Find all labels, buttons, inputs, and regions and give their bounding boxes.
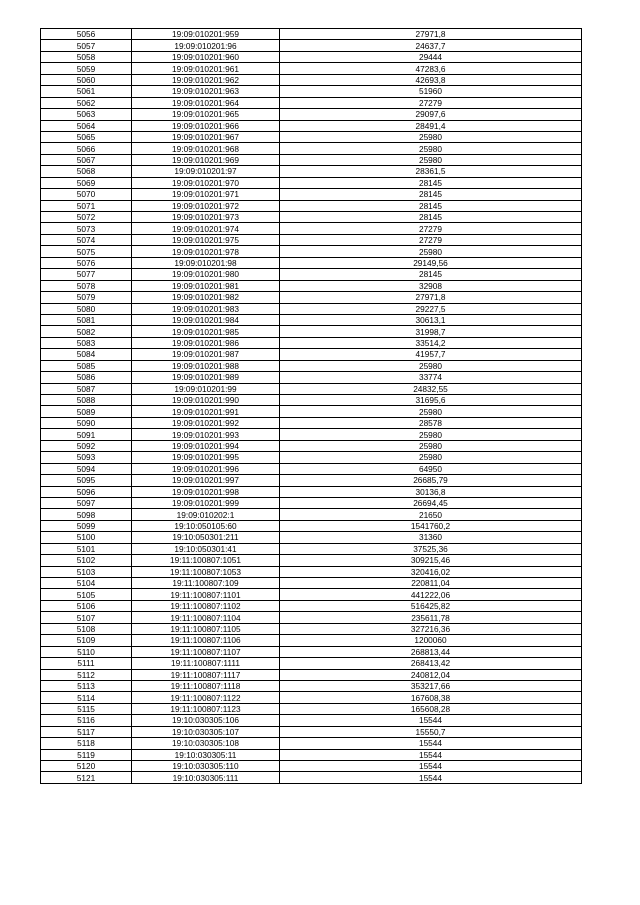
row-number-cell: 5082	[41, 326, 132, 337]
row-number-cell: 5061	[41, 86, 132, 97]
table-row	[41, 51, 582, 62]
row-number-cell: 5105	[41, 589, 132, 600]
table-row	[41, 761, 582, 772]
table-row	[41, 131, 582, 142]
table-row	[41, 600, 582, 611]
row-number-cell: 5100	[41, 532, 132, 543]
value-cell: 15544	[280, 715, 582, 726]
value-cell: 220811,04	[280, 578, 582, 589]
cadastral-number-cell: 19:09:010201:989	[132, 372, 280, 383]
cadastral-number-cell: 19:11:100807:1102	[132, 600, 280, 611]
cadastral-number-cell: 19:11:100807:1051	[132, 555, 280, 566]
value-cell: 441222,06	[280, 589, 582, 600]
cadastral-number-cell: 19:09:010201:964	[132, 97, 280, 108]
row-number-cell: 5103	[41, 566, 132, 577]
row-number-cell: 5079	[41, 292, 132, 303]
row-number-cell: 5098	[41, 509, 132, 520]
row-number-cell: 5086	[41, 372, 132, 383]
value-cell: 29097,6	[280, 109, 582, 120]
row-number-cell: 5102	[41, 555, 132, 566]
table-row	[41, 326, 582, 337]
row-number-cell: 5085	[41, 360, 132, 371]
value-cell: 41957,7	[280, 349, 582, 360]
cadastral-number-cell: 19:09:010201:98	[132, 257, 280, 268]
cadastral-number-cell: 19:09:010201:970	[132, 177, 280, 188]
row-number-cell: 5094	[41, 463, 132, 474]
cadastral-number-cell: 19:10:030305:108	[132, 738, 280, 749]
row-number-cell: 5066	[41, 143, 132, 154]
cadastral-number-cell: 19:09:010201:988	[132, 360, 280, 371]
table-row	[41, 578, 582, 589]
cadastral-number-cell: 19:09:010201:978	[132, 246, 280, 257]
cadastral-number-cell: 19:09:010201:981	[132, 280, 280, 291]
value-cell: 29227,5	[280, 303, 582, 314]
value-cell: 28145	[280, 212, 582, 223]
row-number-cell: 5117	[41, 726, 132, 737]
row-number-cell: 5120	[41, 761, 132, 772]
value-cell: 240812,04	[280, 669, 582, 680]
value-cell: 15544	[280, 772, 582, 783]
value-cell: 27971,8	[280, 292, 582, 303]
table-row	[41, 314, 582, 325]
value-cell: 1541760,2	[280, 520, 582, 531]
value-cell: 29149,56	[280, 257, 582, 268]
cadastral-number-cell: 19:09:010201:982	[132, 292, 280, 303]
value-cell: 28361,5	[280, 166, 582, 177]
value-cell: 15544	[280, 738, 582, 749]
cadastral-number-cell: 19:11:100807:1101	[132, 589, 280, 600]
table-row	[41, 566, 582, 577]
value-cell: 42693,8	[280, 74, 582, 85]
table-row	[41, 303, 582, 314]
value-cell: 28145	[280, 189, 582, 200]
table-row	[41, 429, 582, 440]
value-cell: 320416,02	[280, 566, 582, 577]
value-cell: 25980	[280, 360, 582, 371]
cadastral-number-cell: 19:11:100807:1104	[132, 612, 280, 623]
table-row	[41, 246, 582, 257]
cadastral-number-cell: 19:09:010201:969	[132, 154, 280, 165]
cadastral-number-cell: 19:11:100807:1117	[132, 669, 280, 680]
cadastral-number-cell: 19:09:010201:97	[132, 166, 280, 177]
cadastral-number-cell: 19:09:010201:984	[132, 314, 280, 325]
cadastral-number-cell: 19:09:010201:992	[132, 417, 280, 428]
table-row	[41, 292, 582, 303]
table-row	[41, 463, 582, 474]
row-number-cell: 5071	[41, 200, 132, 211]
table-row	[41, 520, 582, 531]
table-row	[41, 589, 582, 600]
cadastral-number-cell: 19:09:010201:999	[132, 497, 280, 508]
cadastral-number-cell: 19:09:010201:974	[132, 223, 280, 234]
table-row	[41, 703, 582, 714]
row-number-cell: 5064	[41, 120, 132, 131]
row-number-cell: 5101	[41, 543, 132, 554]
value-cell: 25980	[280, 452, 582, 463]
cadastral-number-cell: 19:09:010201:975	[132, 234, 280, 245]
value-cell: 64950	[280, 463, 582, 474]
table-row	[41, 372, 582, 383]
table-row	[41, 772, 582, 783]
value-cell: 27279	[280, 234, 582, 245]
table-row	[41, 109, 582, 120]
value-cell: 516425,82	[280, 600, 582, 611]
cadastral-number-cell: 19:09:010201:983	[132, 303, 280, 314]
value-cell: 25980	[280, 429, 582, 440]
table-row	[41, 543, 582, 554]
value-cell: 26685,79	[280, 475, 582, 486]
cadastral-number-cell: 19:11:100807:1122	[132, 692, 280, 703]
row-number-cell: 5099	[41, 520, 132, 531]
row-number-cell: 5111	[41, 658, 132, 669]
cadastral-number-cell: 19:09:010201:986	[132, 337, 280, 348]
row-number-cell: 5081	[41, 314, 132, 325]
table-row	[41, 63, 582, 74]
row-number-cell: 5067	[41, 154, 132, 165]
value-cell: 33514,2	[280, 337, 582, 348]
table-row	[41, 680, 582, 691]
table-row	[41, 497, 582, 508]
table-row	[41, 86, 582, 97]
row-number-cell: 5096	[41, 486, 132, 497]
row-number-cell: 5112	[41, 669, 132, 680]
row-number-cell: 5104	[41, 578, 132, 589]
value-cell: 309215,46	[280, 555, 582, 566]
value-cell: 268413,42	[280, 658, 582, 669]
value-cell: 29444	[280, 51, 582, 62]
cadastral-number-cell: 19:09:010201:968	[132, 143, 280, 154]
value-cell: 26694,45	[280, 497, 582, 508]
table-row	[41, 200, 582, 211]
value-cell: 27971,8	[280, 29, 582, 40]
table-row	[41, 440, 582, 451]
value-cell: 33774	[280, 372, 582, 383]
row-number-cell: 5060	[41, 74, 132, 85]
cadastral-number-cell: 19:09:010201:987	[132, 349, 280, 360]
value-cell: 268813,44	[280, 646, 582, 657]
row-number-cell: 5076	[41, 257, 132, 268]
row-number-cell: 5058	[41, 51, 132, 62]
cadastral-number-cell: 19:11:100807:1105	[132, 623, 280, 634]
value-cell: 28145	[280, 200, 582, 211]
cadastral-number-cell: 19:09:010201:966	[132, 120, 280, 131]
value-cell: 27279	[280, 97, 582, 108]
cadastral-number-cell: 19:09:010201:993	[132, 429, 280, 440]
cadastral-number-cell: 19:11:100807:1053	[132, 566, 280, 577]
row-number-cell: 5069	[41, 177, 132, 188]
row-number-cell: 5077	[41, 269, 132, 280]
value-cell: 24832,55	[280, 383, 582, 394]
row-number-cell: 5062	[41, 97, 132, 108]
table-row	[41, 612, 582, 623]
table-row	[41, 97, 582, 108]
row-number-cell: 5059	[41, 63, 132, 74]
value-cell: 25980	[280, 246, 582, 257]
table-row	[41, 74, 582, 85]
cadastral-number-cell: 19:09:010202:1	[132, 509, 280, 520]
row-number-cell: 5106	[41, 600, 132, 611]
cadastral-number-cell: 19:10:050301:41	[132, 543, 280, 554]
value-cell: 353217,66	[280, 680, 582, 691]
row-number-cell: 5107	[41, 612, 132, 623]
cadastral-number-cell: 19:09:010201:967	[132, 131, 280, 142]
value-cell: 235611,78	[280, 612, 582, 623]
table-row	[41, 692, 582, 703]
row-number-cell: 5057	[41, 40, 132, 51]
row-number-cell: 5084	[41, 349, 132, 360]
value-cell: 30136,8	[280, 486, 582, 497]
cadastral-number-cell: 19:11:100807:109	[132, 578, 280, 589]
row-number-cell: 5078	[41, 280, 132, 291]
cadastral-number-cell: 19:09:010201:99	[132, 383, 280, 394]
cadastral-number-cell: 19:09:010201:990	[132, 395, 280, 406]
table-row	[41, 29, 582, 40]
value-cell: 47283,6	[280, 63, 582, 74]
table-row	[41, 738, 582, 749]
cadastral-number-cell: 19:09:010201:991	[132, 406, 280, 417]
cadastral-number-cell: 19:09:010201:996	[132, 463, 280, 474]
value-cell: 1200060	[280, 635, 582, 646]
cadastral-number-cell: 19:11:100807:1118	[132, 680, 280, 691]
value-cell: 31360	[280, 532, 582, 543]
cadastral-number-cell: 19:09:010201:998	[132, 486, 280, 497]
value-cell: 31695,6	[280, 395, 582, 406]
row-number-cell: 5080	[41, 303, 132, 314]
table-row	[41, 555, 582, 566]
cadastral-number-cell: 19:09:010201:96	[132, 40, 280, 51]
cadastral-number-cell: 19:09:010201:995	[132, 452, 280, 463]
table-row	[41, 635, 582, 646]
row-number-cell: 5110	[41, 646, 132, 657]
cadastral-number-cell: 19:11:100807:1106	[132, 635, 280, 646]
cadastral-number-cell: 19:10:030305:107	[132, 726, 280, 737]
value-cell: 15544	[280, 761, 582, 772]
table-row	[41, 669, 582, 680]
cadastral-number-cell: 19:11:100807:1123	[132, 703, 280, 714]
value-cell: 51960	[280, 86, 582, 97]
table-row	[41, 532, 582, 543]
value-cell: 28145	[280, 177, 582, 188]
cadastral-number-cell: 19:09:010201:973	[132, 212, 280, 223]
table-row	[41, 280, 582, 291]
table-row	[41, 452, 582, 463]
row-number-cell: 5063	[41, 109, 132, 120]
table-row	[41, 154, 582, 165]
cadastral-number-cell: 19:10:050301:211	[132, 532, 280, 543]
cadastral-number-cell: 19:10:050105:60	[132, 520, 280, 531]
table-row	[41, 623, 582, 634]
row-number-cell: 5092	[41, 440, 132, 451]
row-number-cell: 5070	[41, 189, 132, 200]
row-number-cell: 5121	[41, 772, 132, 783]
value-cell: 167608,38	[280, 692, 582, 703]
row-number-cell: 5109	[41, 635, 132, 646]
table-row	[41, 360, 582, 371]
table-row	[41, 337, 582, 348]
row-number-cell: 5088	[41, 395, 132, 406]
row-number-cell: 5091	[41, 429, 132, 440]
row-number-cell: 5065	[41, 131, 132, 142]
value-cell: 37525,36	[280, 543, 582, 554]
table-row	[41, 658, 582, 669]
table-body	[41, 29, 582, 784]
cadastral-number-cell: 19:09:010201:965	[132, 109, 280, 120]
row-number-cell: 5087	[41, 383, 132, 394]
row-number-cell: 5090	[41, 417, 132, 428]
value-cell: 25980	[280, 131, 582, 142]
table-row	[41, 395, 582, 406]
table-row	[41, 212, 582, 223]
table-row	[41, 234, 582, 245]
row-number-cell: 5075	[41, 246, 132, 257]
value-cell: 15550,7	[280, 726, 582, 737]
table-row	[41, 143, 582, 154]
cadastral-number-cell: 19:09:010201:962	[132, 74, 280, 85]
table-row	[41, 177, 582, 188]
row-number-cell: 5119	[41, 749, 132, 760]
cadastral-number-cell: 19:09:010201:959	[132, 29, 280, 40]
cadastral-number-cell: 19:09:010201:997	[132, 475, 280, 486]
table-row	[41, 486, 582, 497]
table-row	[41, 475, 582, 486]
cadastral-number-cell: 19:10:030305:106	[132, 715, 280, 726]
cadastral-number-cell: 19:09:010201:961	[132, 63, 280, 74]
cadastral-number-cell: 19:09:010201:960	[132, 51, 280, 62]
cadastral-number-cell: 19:10:030305:11	[132, 749, 280, 760]
row-number-cell: 5072	[41, 212, 132, 223]
row-number-cell: 5097	[41, 497, 132, 508]
value-cell: 28578	[280, 417, 582, 428]
table-row	[41, 749, 582, 760]
table-row	[41, 646, 582, 657]
cadastral-number-cell: 19:09:010201:994	[132, 440, 280, 451]
row-number-cell: 5068	[41, 166, 132, 177]
table-row	[41, 417, 582, 428]
row-number-cell: 5089	[41, 406, 132, 417]
row-number-cell: 5113	[41, 680, 132, 691]
row-number-cell: 5093	[41, 452, 132, 463]
table-row	[41, 189, 582, 200]
table-row	[41, 120, 582, 131]
cadastral-number-cell: 19:09:010201:972	[132, 200, 280, 211]
cadastral-number-cell: 19:09:010201:963	[132, 86, 280, 97]
cadastral-number-cell: 19:11:100807:1107	[132, 646, 280, 657]
table-row	[41, 726, 582, 737]
value-cell: 31998,7	[280, 326, 582, 337]
value-cell: 24637,7	[280, 40, 582, 51]
table-row	[41, 406, 582, 417]
value-cell: 32908	[280, 280, 582, 291]
table-row	[41, 257, 582, 268]
value-cell: 30613,1	[280, 314, 582, 325]
cadastral-number-cell: 19:09:010201:980	[132, 269, 280, 280]
data-table	[40, 28, 582, 784]
row-number-cell: 5116	[41, 715, 132, 726]
cadastral-number-cell: 19:11:100807:1111	[132, 658, 280, 669]
cadastral-number-cell: 19:09:010201:985	[132, 326, 280, 337]
row-number-cell: 5108	[41, 623, 132, 634]
value-cell: 27279	[280, 223, 582, 234]
value-cell: 28145	[280, 269, 582, 280]
cadastral-number-cell: 19:10:030305:110	[132, 761, 280, 772]
value-cell: 25980	[280, 406, 582, 417]
row-number-cell: 5074	[41, 234, 132, 245]
table-row	[41, 383, 582, 394]
table-row	[41, 269, 582, 280]
row-number-cell: 5056	[41, 29, 132, 40]
row-number-cell: 5118	[41, 738, 132, 749]
cadastral-number-cell: 19:10:030305:111	[132, 772, 280, 783]
value-cell: 327216,36	[280, 623, 582, 634]
table-row	[41, 223, 582, 234]
value-cell: 25980	[280, 440, 582, 451]
table-row	[41, 40, 582, 51]
table-row	[41, 166, 582, 177]
row-number-cell: 5095	[41, 475, 132, 486]
cadastral-number-cell: 19:09:010201:971	[132, 189, 280, 200]
table-row	[41, 509, 582, 520]
table-row	[41, 715, 582, 726]
value-cell: 28491,4	[280, 120, 582, 131]
row-number-cell: 5114	[41, 692, 132, 703]
row-number-cell: 5073	[41, 223, 132, 234]
value-cell: 25980	[280, 143, 582, 154]
value-cell: 25980	[280, 154, 582, 165]
row-number-cell: 5115	[41, 703, 132, 714]
value-cell: 15544	[280, 749, 582, 760]
value-cell: 21650	[280, 509, 582, 520]
value-cell: 165608,28	[280, 703, 582, 714]
row-number-cell: 5083	[41, 337, 132, 348]
table-row	[41, 349, 582, 360]
